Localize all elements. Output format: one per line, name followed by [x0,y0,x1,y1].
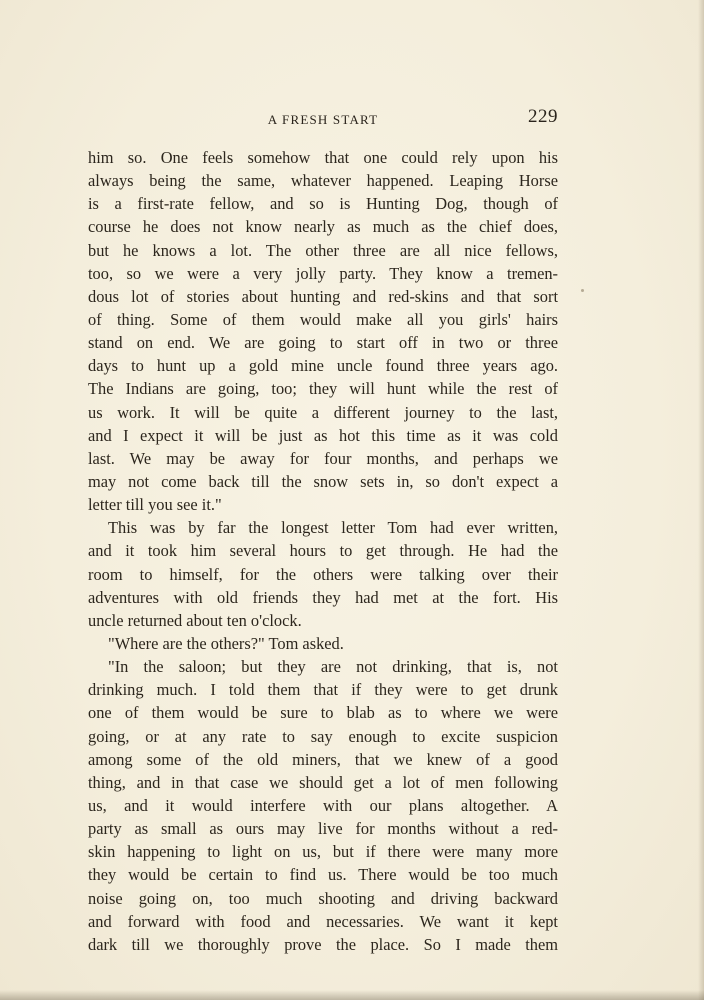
text-line: skin happening to light on us, but if there were many more [88,842,558,862]
text-line: adventures with old friends they had met at the fort. His [88,587,558,607]
paper-speck [581,289,584,292]
text-line: and forward with food and necessaries. We want it kept [88,911,558,931]
text-line: one of them would be sure to blab as to where we were [88,703,558,723]
text-line: The Indians are going, too; they will hunt while the rest of [88,379,558,399]
text-line: noise going on, too much shooting and driving backward [88,888,558,908]
text-line: letter till you see it." [88,495,222,515]
text-line: "Where are the others?" Tom asked. [108,633,344,653]
text-line: is a first-rate fellow, and so is Hunting Dog, though of [88,194,558,214]
text-line: party as small as ours may live for months without a red- [88,819,558,839]
text-line: may not come back till the snow sets in, so don't expect a [88,471,558,491]
text-line: and it took him several hours to get through. He had the [88,541,558,561]
text-line: and I expect it will be just as hot this time as it was cold [88,425,558,445]
text-line: always being the same, whatever happened. Leaping Horse [88,171,558,191]
text-line: last. We may be away for four months, and perhaps we [88,448,558,468]
text-line: of thing. Some of them would make all you girls' hairs [88,309,558,329]
page-bottom-edge [0,990,704,1000]
text-line: days to hunt up a gold mine uncle found three years ago. [88,356,558,376]
text-line: stand on end. We are going to start off in two or three [88,333,558,353]
text-line: drinking much. I told them that if they were to get drunk [88,680,558,700]
text-line: room to himself, for the others were talking over their [88,564,558,584]
text-line: among some of the old miners, that we knew of a good [88,749,558,769]
text-line: too, so we were a very jolly party. They know a tremen- [88,263,558,283]
page-edge-shadow [698,0,704,1000]
running-header [88,106,558,136]
text-line: uncle returned about ten o'clock. [88,610,302,630]
text-line: course he does not know nearly as much as the chief does, [88,217,558,237]
text-line: us, and it would interfere with our plans altogether. A [88,795,558,815]
text-line: This was by far the longest letter Tom had ever written, [108,518,558,538]
text-line: dark till we thoroughly prove the place. So I made them [88,934,558,954]
text-line: they would be certain to find us. There would be too much [88,865,558,885]
text-line: going, or at any rate to say enough to excite suspicion [88,726,558,746]
text-line: us work. It will be quite a different journey to the last, [88,402,558,422]
text-line: "In the saloon; but they are not drinking, that is, not [108,657,558,677]
text-line: dous lot of stories about hunting and red-skins and that sort [88,286,558,306]
running-title: A FRESH START [267,112,379,127]
body-text [88,146,558,956]
text-line: him so. One feels somehow that one could rely upon his [88,148,558,167]
page-number: 229 [528,106,558,127]
text-line: but he knows a lot. The other three are all nice fellows, [88,240,558,260]
text-line: thing, and in that case we should get a lot of men following [88,772,558,792]
